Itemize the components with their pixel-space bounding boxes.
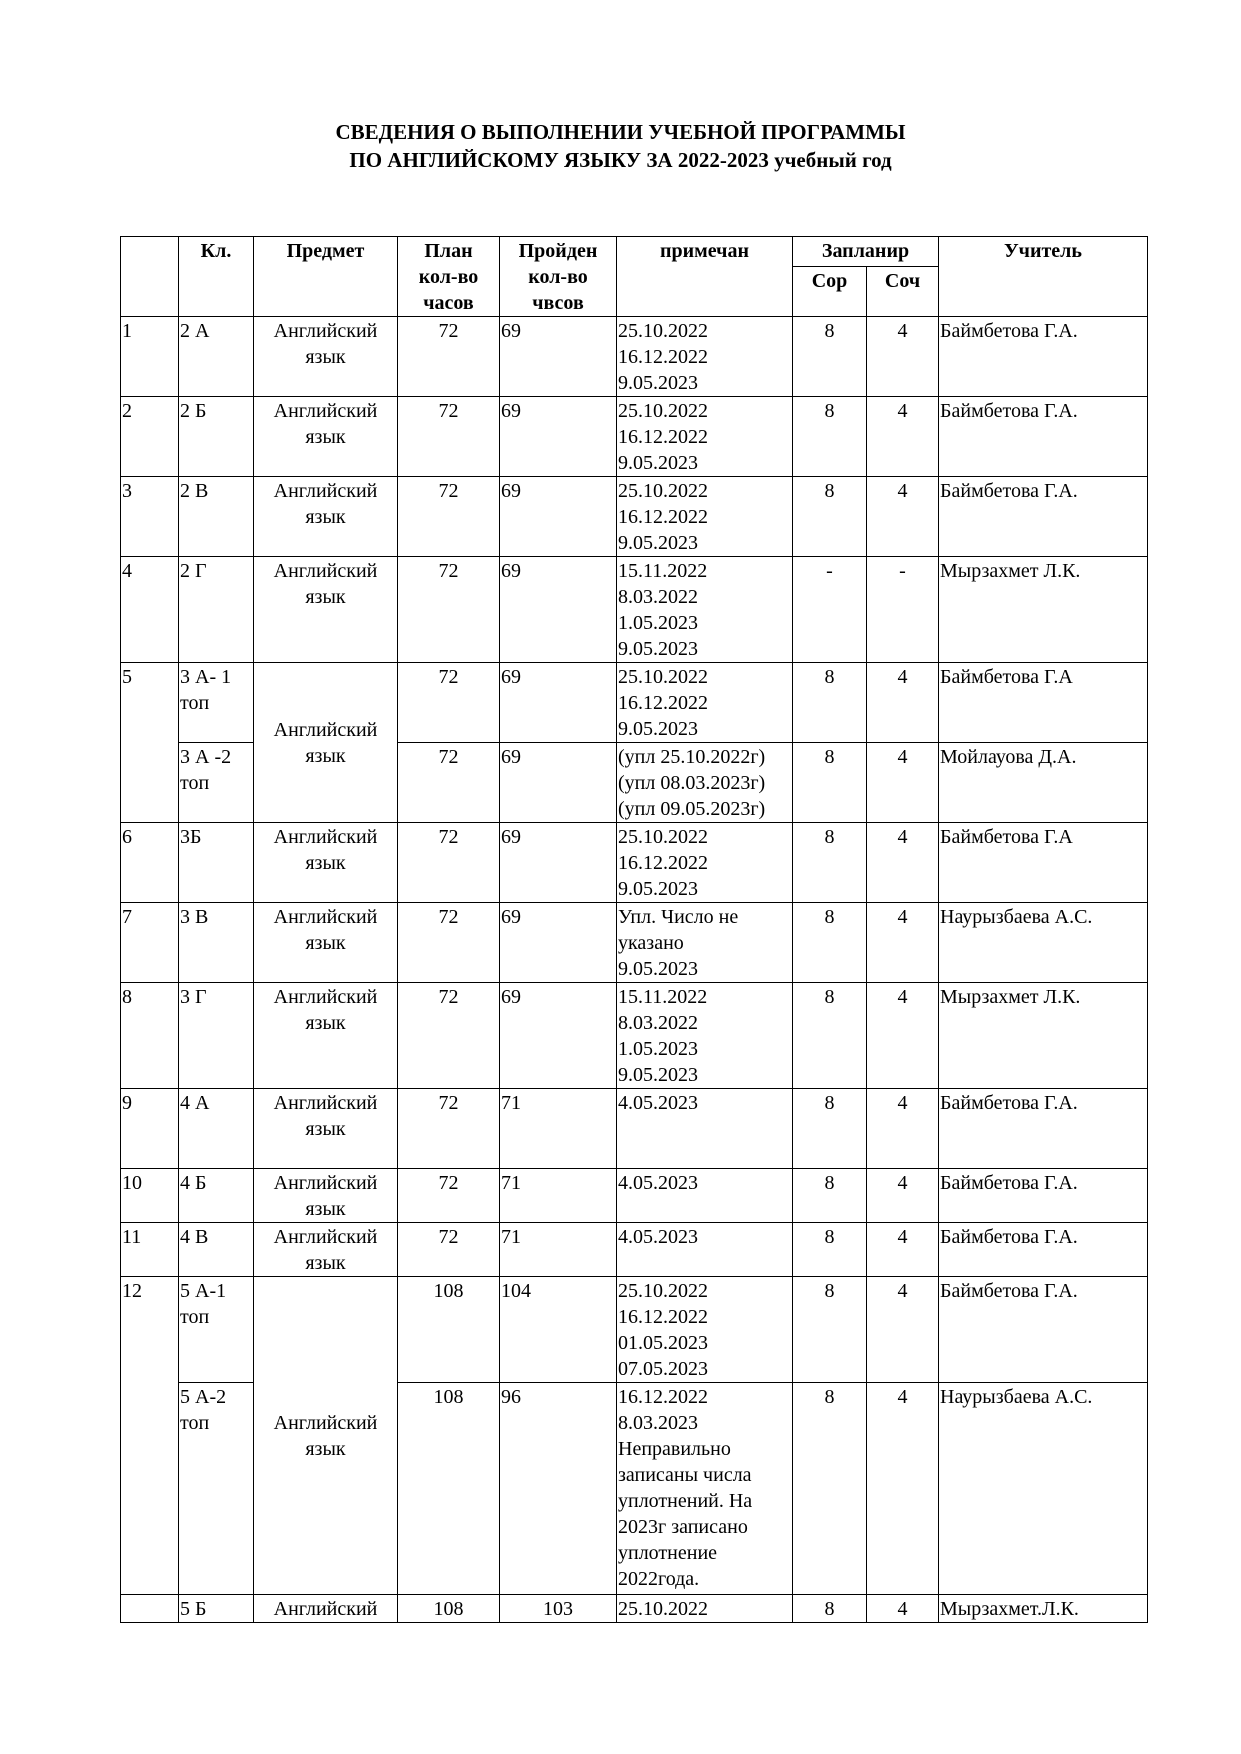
cell-line: 9.05.2023 (618, 372, 698, 394)
sor-cell: 8 (793, 1595, 867, 1623)
sor-cell: - (793, 557, 867, 663)
class-cell (179, 1595, 254, 1623)
notes-cell (617, 823, 793, 903)
table-row (121, 823, 1148, 903)
cell-line: Английский (273, 1598, 378, 1620)
cell-line: Английский (273, 906, 378, 928)
cell-line: 4.05.2023 (618, 1092, 698, 1114)
notes-cell (617, 983, 793, 1089)
soch-cell: 4 (867, 1169, 939, 1223)
cell-line: 1.05.2023 (618, 1038, 698, 1060)
row-number: 6 (121, 823, 179, 903)
teacher-cell: Баймбетова Г.А. (939, 317, 1148, 397)
cell-line: 16.12.2022 (618, 852, 708, 874)
subject-cell (254, 1595, 398, 1623)
cell-line: 9.05.2023 (618, 452, 698, 474)
cell-line: Английский (273, 1226, 378, 1248)
cell-line: язык (305, 1012, 346, 1034)
plan-hours-cell: 72 (398, 663, 500, 743)
soch-cell: 4 (867, 823, 939, 903)
done-hours-cell: 71 (500, 1089, 617, 1169)
done-hours-cell: 69 (500, 663, 617, 743)
cell-line: 25.10.2022 (618, 1598, 708, 1620)
soch-cell: - (867, 557, 939, 663)
row-number: 1 (121, 317, 179, 397)
cell-line: 16.12.2022 (618, 506, 708, 528)
sor-cell: 8 (793, 663, 867, 743)
plan-hours-cell: 72 (398, 1169, 500, 1223)
cell-line: 25.10.2022 (618, 1280, 708, 1302)
cell-line: Английский (273, 320, 378, 342)
subject-cell (254, 663, 398, 823)
cell-line: 16.12.2022 (618, 346, 708, 368)
class-cell (179, 823, 254, 903)
plan-hours-cell: 108 (398, 1383, 500, 1595)
teacher-cell: Баймбетова Г.А. (939, 1223, 1148, 1277)
teacher-cell: Баймбетова Г.А (939, 663, 1148, 743)
teacher-cell: Мырзахмет.Л.К. (939, 1595, 1148, 1623)
notes-cell (617, 1169, 793, 1223)
header-number (121, 237, 179, 317)
done-hours-cell: 69 (500, 397, 617, 477)
table-row (121, 397, 1148, 477)
cell-line: 9.05.2023 (618, 958, 698, 980)
notes-cell (617, 397, 793, 477)
cell-line: Неправильно (618, 1438, 731, 1460)
done-hours-cell: 71 (500, 1223, 617, 1277)
sor-cell: 8 (793, 1277, 867, 1383)
cell-line: топ (180, 1412, 210, 1434)
header-class: Кл. (179, 237, 254, 317)
cell-line: 4 В (180, 1226, 209, 1248)
subject-cell (254, 1223, 398, 1277)
cell-line: 4 Б (180, 1172, 207, 1194)
title-line-1: СВЕДЕНИЯ О ВЫПОЛНЕНИИ УЧЕБНОЙ ПРОГРАММЫ (335, 120, 906, 144)
header-plan-hours: План кол-во часов (398, 237, 500, 317)
cell-line: Английский (273, 1412, 378, 1434)
subject-cell (254, 1277, 398, 1595)
notes-cell (617, 1277, 793, 1383)
cell-line: 16.12.2022 (618, 692, 708, 714)
header-subject: Предмет (254, 237, 398, 317)
sor-cell: 8 (793, 1223, 867, 1277)
class-cell (179, 663, 254, 743)
sor-cell: 8 (793, 1169, 867, 1223)
cell-line: (упл 08.03.2023г) (618, 772, 766, 794)
soch-cell: 4 (867, 317, 939, 397)
cell-line: 8.03.2022 (618, 1012, 698, 1034)
sor-cell: 8 (793, 317, 867, 397)
subject-cell (254, 477, 398, 557)
title-line-2: ПО АНГЛИЙСКОМУ ЯЗЫКУ ЗА 2022-2023 учебный год (349, 148, 892, 172)
cell-line: язык (305, 346, 346, 368)
class-cell (179, 1089, 254, 1169)
teacher-cell: Мырзахмет Л.К. (939, 983, 1148, 1089)
cell-line: 25.10.2022 (618, 320, 708, 342)
table-row (121, 1089, 1148, 1169)
cell-line: язык (305, 586, 346, 608)
sor-cell: 8 (793, 397, 867, 477)
cell-line: язык (305, 506, 346, 528)
subject-cell (254, 903, 398, 983)
cell-line: 4 А (180, 1092, 210, 1114)
soch-cell: 4 (867, 1277, 939, 1383)
table-row (121, 317, 1148, 397)
subject-cell (254, 1169, 398, 1223)
class-cell (179, 557, 254, 663)
subject-cell (254, 557, 398, 663)
header-done-hours: Пройден кол-во чвсов (500, 237, 617, 317)
class-cell (179, 903, 254, 983)
row-number: 7 (121, 903, 179, 983)
class-cell (179, 1169, 254, 1223)
plan-hours-cell: 72 (398, 1223, 500, 1277)
cell-line: Английский (273, 986, 378, 1008)
sor-cell: 8 (793, 903, 867, 983)
header-teacher: Учитель (939, 237, 1148, 317)
cell-line: язык (305, 745, 346, 767)
cell-line: язык (305, 1118, 346, 1140)
cell-line: 2 Г (180, 560, 207, 582)
cell-line: (упл 09.05.2023г) (618, 798, 766, 820)
cell-line: 9.05.2023 (618, 532, 698, 554)
done-hours-cell: 71 (500, 1169, 617, 1223)
cell-line: 9.05.2023 (618, 718, 698, 740)
table-row (121, 477, 1148, 557)
table-row (121, 903, 1148, 983)
done-hours-cell: 104 (500, 1277, 617, 1383)
table-row (121, 983, 1148, 1089)
class-cell (179, 1383, 254, 1595)
cell-line: Английский (273, 560, 378, 582)
notes-cell (617, 663, 793, 743)
plan-hours-cell: 72 (398, 477, 500, 557)
done-hours-cell: 69 (500, 317, 617, 397)
teacher-cell: Баймбетова Г.А (939, 823, 1148, 903)
plan-hours-cell: 72 (398, 743, 500, 823)
sor-cell: 8 (793, 983, 867, 1089)
cell-line: 01.05.2023 (618, 1332, 708, 1354)
soch-cell: 4 (867, 903, 939, 983)
cell-line: 5 Б (180, 1598, 207, 1620)
notes-cell (617, 317, 793, 397)
soch-cell: 4 (867, 663, 939, 743)
done-hours-cell: 69 (500, 903, 617, 983)
cell-line: топ (180, 772, 210, 794)
cell-line: язык (305, 1198, 346, 1220)
sor-cell: 8 (793, 477, 867, 557)
notes-cell (617, 1383, 793, 1595)
done-hours-cell: 103 (500, 1595, 617, 1623)
notes-cell (617, 557, 793, 663)
table-row (121, 663, 1148, 743)
soch-cell: 4 (867, 477, 939, 557)
cell-line: 25.10.2022 (618, 666, 708, 688)
teacher-cell: Мырзахмет Л.К. (939, 557, 1148, 663)
cell-line: 16.12.2022 (618, 1306, 708, 1328)
cell-line: 8.03.2022 (618, 586, 698, 608)
row-number: 2 (121, 397, 179, 477)
sor-cell: 8 (793, 1089, 867, 1169)
cell-line: топ (180, 1306, 210, 1328)
row-number: 11 (121, 1223, 179, 1277)
soch-cell: 4 (867, 1383, 939, 1595)
cell-line: 9.05.2023 (618, 638, 698, 660)
cell-line: уплотнение (618, 1542, 718, 1564)
table-row (121, 557, 1148, 663)
notes-cell (617, 903, 793, 983)
plan-hours-cell: 72 (398, 823, 500, 903)
cell-line: 25.10.2022 (618, 480, 708, 502)
cell-line: 16.12.2022 (618, 426, 708, 448)
class-cell (179, 1277, 254, 1383)
class-cell (179, 983, 254, 1089)
class-cell (179, 317, 254, 397)
done-hours-cell: 96 (500, 1383, 617, 1595)
done-hours-cell: 69 (500, 477, 617, 557)
notes-cell (617, 743, 793, 823)
plan-hours-cell: 72 (398, 903, 500, 983)
cell-line: Английский (273, 1092, 378, 1114)
soch-cell: 4 (867, 1223, 939, 1277)
row-number: 10 (121, 1169, 179, 1223)
cell-line: топ (180, 692, 210, 714)
subject-cell (254, 397, 398, 477)
cell-line: 3Б (180, 826, 202, 848)
sor-cell: 8 (793, 823, 867, 903)
cell-line: Английский (273, 480, 378, 502)
cell-line: уплотнений. На (618, 1490, 753, 1512)
teacher-cell: Баймбетова Г.А. (939, 1089, 1148, 1169)
soch-cell: 4 (867, 1089, 939, 1169)
cell-line: 1.05.2023 (618, 612, 698, 634)
done-hours-cell: 69 (500, 743, 617, 823)
cell-line: 8.03.2023 (618, 1412, 698, 1434)
cell-line: 25.10.2022 (618, 400, 708, 422)
cell-line: 3 В (180, 906, 209, 928)
header-sor: Сор (793, 267, 867, 317)
cell-line: Английский (273, 1172, 378, 1194)
class-cell (179, 397, 254, 477)
plan-hours-cell: 108 (398, 1595, 500, 1623)
class-cell (179, 477, 254, 557)
cell-line: 2023г записано (618, 1516, 748, 1538)
done-hours-cell: 69 (500, 823, 617, 903)
table-row (121, 1169, 1148, 1223)
curriculum-table (120, 236, 1148, 1623)
header-notes: примечан (617, 237, 793, 317)
teacher-cell: Наурызбаева А.С. (939, 903, 1148, 983)
cell-line: Английский (273, 400, 378, 422)
cell-line: язык (305, 1252, 346, 1274)
row-number: 8 (121, 983, 179, 1089)
soch-cell: 4 (867, 983, 939, 1089)
teacher-cell: Наурызбаева А.С. (939, 1383, 1148, 1595)
header-soch: Соч (867, 267, 939, 317)
row-number: 4 (121, 557, 179, 663)
table-row (121, 1595, 1148, 1623)
sor-cell: 8 (793, 1383, 867, 1595)
cell-line: 3 А -2 (180, 746, 232, 768)
notes-cell (617, 1223, 793, 1277)
sor-cell: 8 (793, 743, 867, 823)
cell-line: 9.05.2023 (618, 1064, 698, 1086)
class-cell (179, 1223, 254, 1277)
cell-line: Английский (273, 719, 378, 741)
cell-line: Упл. Число не (618, 906, 739, 928)
notes-cell (617, 1089, 793, 1169)
cell-line: 15.11.2022 (618, 986, 708, 1008)
cell-line: язык (305, 1438, 346, 1460)
table-body (121, 317, 1148, 1623)
subject-cell (254, 823, 398, 903)
cell-line: 4.05.2023 (618, 1172, 698, 1194)
row-number: 5 (121, 663, 179, 823)
cell-line: 25.10.2022 (618, 826, 708, 848)
teacher-cell: Мойлауова Д.А. (939, 743, 1148, 823)
cell-line: 15.11.2022 (618, 560, 708, 582)
subject-cell (254, 983, 398, 1089)
soch-cell: 4 (867, 743, 939, 823)
cell-line: язык (305, 852, 346, 874)
plan-hours-cell: 108 (398, 1277, 500, 1383)
cell-line: Английский (273, 826, 378, 848)
plan-hours-cell: 72 (398, 317, 500, 397)
cell-line: 5 А-1 (180, 1280, 227, 1302)
cell-line: 9.05.2023 (618, 878, 698, 900)
row-number: 9 (121, 1089, 179, 1169)
cell-line: 2 Б (180, 400, 207, 422)
cell-line: 5 А-2 (180, 1386, 227, 1408)
teacher-cell: Баймбетова Г.А. (939, 1277, 1148, 1383)
cell-line: 2022года. (618, 1568, 700, 1590)
subject-cell (254, 317, 398, 397)
cell-line: 2 В (180, 480, 209, 502)
plan-hours-cell: 72 (398, 983, 500, 1089)
cell-line: записаны числа (618, 1464, 752, 1486)
cell-line: 3 А- 1 (180, 666, 232, 688)
cell-line: язык (305, 426, 346, 448)
header-planned: Запланир (793, 237, 939, 267)
plan-hours-cell: 72 (398, 557, 500, 663)
teacher-cell: Баймбетова Г.А. (939, 1169, 1148, 1223)
done-hours-cell: 69 (500, 983, 617, 1089)
document-title (0, 118, 1241, 174)
done-hours-cell: 69 (500, 557, 617, 663)
row-number (121, 1595, 179, 1623)
teacher-cell: Баймбетова Г.А. (939, 477, 1148, 557)
plan-hours-cell: 72 (398, 397, 500, 477)
table-row (121, 1223, 1148, 1277)
cell-line: 07.05.2023 (618, 1358, 708, 1380)
row-number: 12 (121, 1277, 179, 1595)
notes-cell (617, 477, 793, 557)
plan-hours-cell: 72 (398, 1089, 500, 1169)
cell-line: 2 А (180, 320, 210, 342)
soch-cell: 4 (867, 1595, 939, 1623)
cell-line: язык (305, 932, 346, 954)
cell-line: (упл 25.10.2022г) (618, 746, 766, 768)
cell-line: указано (618, 932, 684, 954)
subject-cell (254, 1089, 398, 1169)
table-row (121, 1277, 1148, 1383)
soch-cell: 4 (867, 397, 939, 477)
row-number: 3 (121, 477, 179, 557)
class-cell (179, 743, 254, 823)
cell-line: 3 Г (180, 986, 207, 1008)
cell-line: 16.12.2022 (618, 1386, 708, 1408)
notes-cell (617, 1595, 793, 1623)
cell-line: 4.05.2023 (618, 1226, 698, 1248)
teacher-cell: Баймбетова Г.А. (939, 397, 1148, 477)
